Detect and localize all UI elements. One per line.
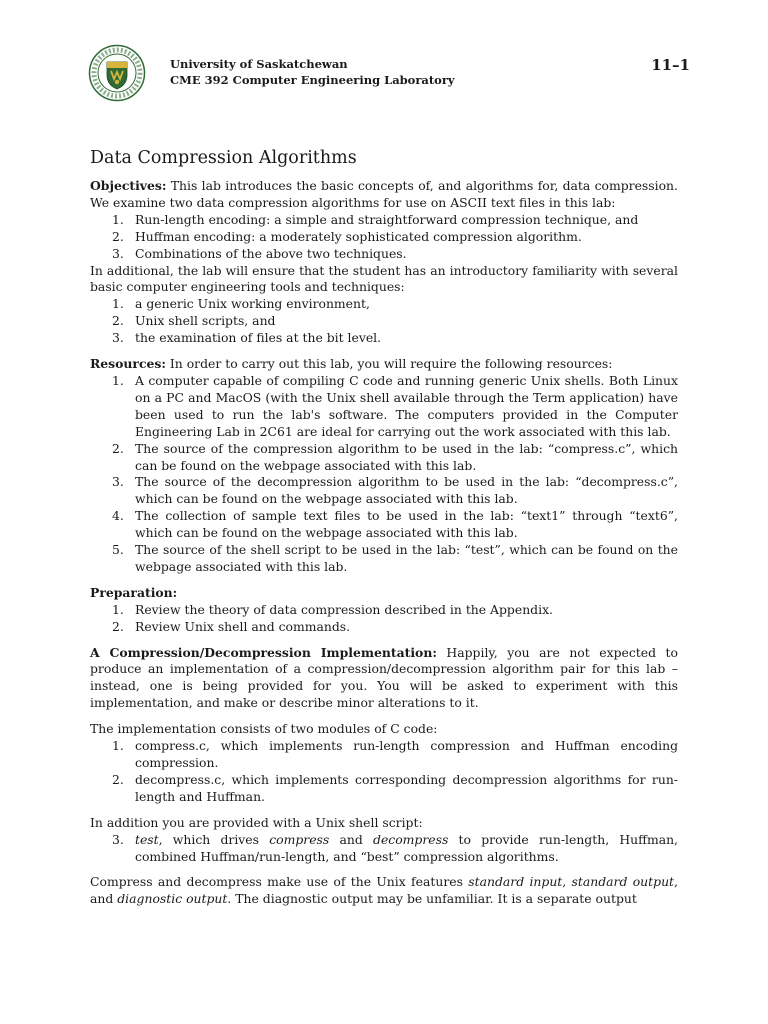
page-number: 11–1 [651,56,690,74]
list-item: 1. compress.c, which implements run-length compression and Huffman encoding compression. [112,738,678,770]
list-item: 2. Unix shell scripts, and [112,313,276,329]
modules-intro: The implementation consists of two modules of C code: [90,721,438,737]
course-name: CME 392 Computer Engineering Laboratory [170,73,455,87]
script-intro: In addition you are provided with a Unix shell script: [90,814,423,830]
page-header [88,44,690,104]
list-item: 3. the examination of files at the bit level. [112,330,382,346]
list-item: 3. test, which drives compress and decompress to provide run-length, Huffman, combined Huffman/run-length, and “best” compression algorithms. [112,831,678,864]
document-body [90,178,678,908]
list-item: 1. Review the theory of data compression described in the Appendix. [112,601,553,617]
page-title: Data Compression Algorithms [90,148,357,168]
header-text [170,56,455,88]
list-item: 2. decompress.c, which implements corresponding decompression algorithms for run-length and Huffman. [112,771,678,804]
objectives-intro: This lab introduces the basic concepts of, and algorithms for, data compression. We examine two data compression algorithms for use on ASCII text files in this lab: [90,178,678,210]
objectives-label: Objectives: [90,178,167,193]
objectives-paragraph [90,178,678,212]
list-item: 3. The source of the decompression algorithm to be used in the lab: “decompress.c”, which can be found on the webpage associated with this lab. [112,474,678,507]
list-item: 1. A computer capable of compiling C code and running generic Unix shells. Both Linux on a PC and MacOS (with the Unix shell available through the Term application) have been used to run the lab's software. The computers provided in the Computer Engineering Lab in 2C61 are ideal for carrying out the work associated with this lab. [112,372,678,439]
closing-paragraph: Compress and decompress make use of the Unix features standard input, standard output, and diagnostic output. The diagnostic output may be unfamiliar. It is a separate output [90,874,678,907]
implementation-paragraph: A Compression/Decompression Implementation: Happily, you are not expected to produce an implementation of a compression/decompression algorithm pair for this lab – instead, one is being provided for you. You will be asked to experiment with this implementation, and make or describe minor alterations to it. [90,644,678,711]
list-item: 2. Review Unix shell and commands. [112,618,351,634]
preparation-heading: Preparation: [90,584,178,600]
resources-label: Resources: [90,356,166,372]
additional-paragraph: In additional, the lab will ensure that the student has an introductory familiarity with several basic computer engineering tools and techniques: [90,262,678,295]
list-item: 2. The source of the compression algorithm to be used in the lab: “compress.c”, which can be found on the webpage associated with this lab. [112,440,678,473]
implementation-label: A Compression/Decompression Implementation: [90,644,437,660]
list-item: 1. Run-length encoding: a simple and straightforward compression technique, and [112,211,639,227]
list-item: 1. a generic Unix working environment, [112,296,370,312]
list-item: 2. Huffman encoding: a moderately sophisticated compression algorithm. [112,228,582,244]
list-item: 4. The collection of sample text files to be used in the lab: “text1” through “text6”, which can be found on the webpage associated with this lab. [112,508,678,541]
university-seal-icon [88,44,146,102]
list-item: 5. The source of the shell script to be used in the lab: “test”, which can be found on the webpage associated with this lab. [112,542,678,574]
university-name: University of Saskatchewan [170,57,348,71]
resources-paragraph: Resources: In order to carry out this lab, you will require the following resources: [90,356,613,372]
list-item: 3. Combinations of the above two techniques. [112,245,407,261]
